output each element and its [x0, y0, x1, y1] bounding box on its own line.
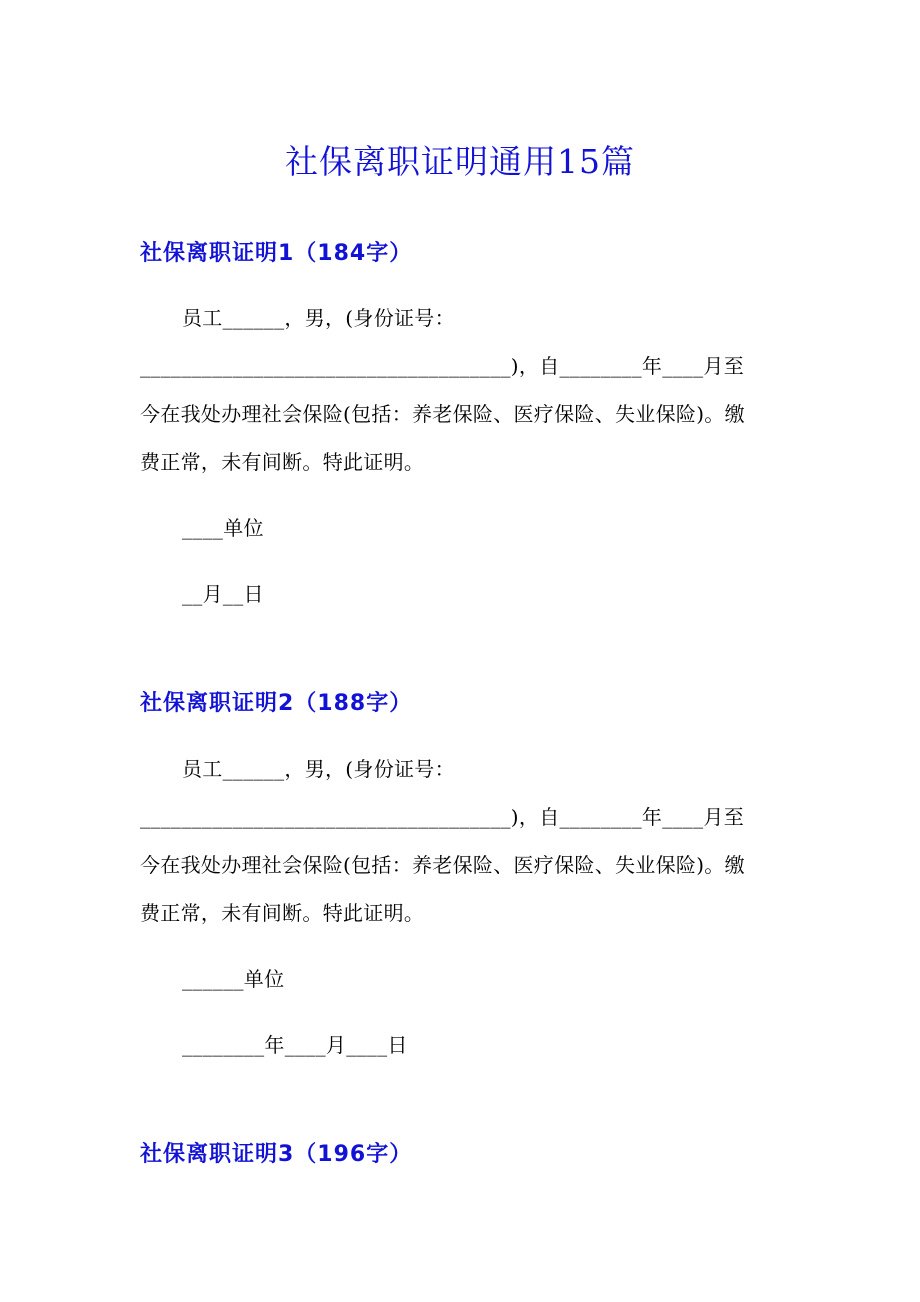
unit-signature-line: ______单位: [182, 967, 285, 991]
paragraph-line: 费正常，未有间断。特此证明。: [140, 901, 425, 925]
section-heading-1: 社保离职证明1（184字）: [140, 241, 413, 266]
paragraph-line: 员工______，男，(身份证号：: [182, 306, 455, 330]
paragraph-line: ____________________________________)，自________年____月至: [140, 354, 745, 378]
section-heading-3: 社保离职证明3（196字）: [140, 1142, 413, 1167]
paragraph-line: 今在我处办理社会保险(包括：养老保险、医疗保险、失业保险)。缴: [140, 853, 745, 877]
section-heading-2: 社保离职证明2（188字）: [140, 691, 413, 716]
unit-signature-line: ____单位: [182, 516, 264, 540]
date-line: __月__日: [182, 582, 264, 606]
paragraph-line: 费正常，未有间断。特此证明。: [140, 450, 425, 474]
date-line: ________年____月____日: [182, 1033, 408, 1057]
document-title: 社保离职证明通用15篇: [285, 142, 635, 181]
paragraph-line: 今在我处办理社会保险(包括：养老保险、医疗保险、失业保险)。缴: [140, 402, 745, 426]
paragraph-line: 员工______，男，(身份证号：: [182, 757, 455, 781]
paragraph-line: ____________________________________)，自________年____月至: [140, 805, 745, 829]
